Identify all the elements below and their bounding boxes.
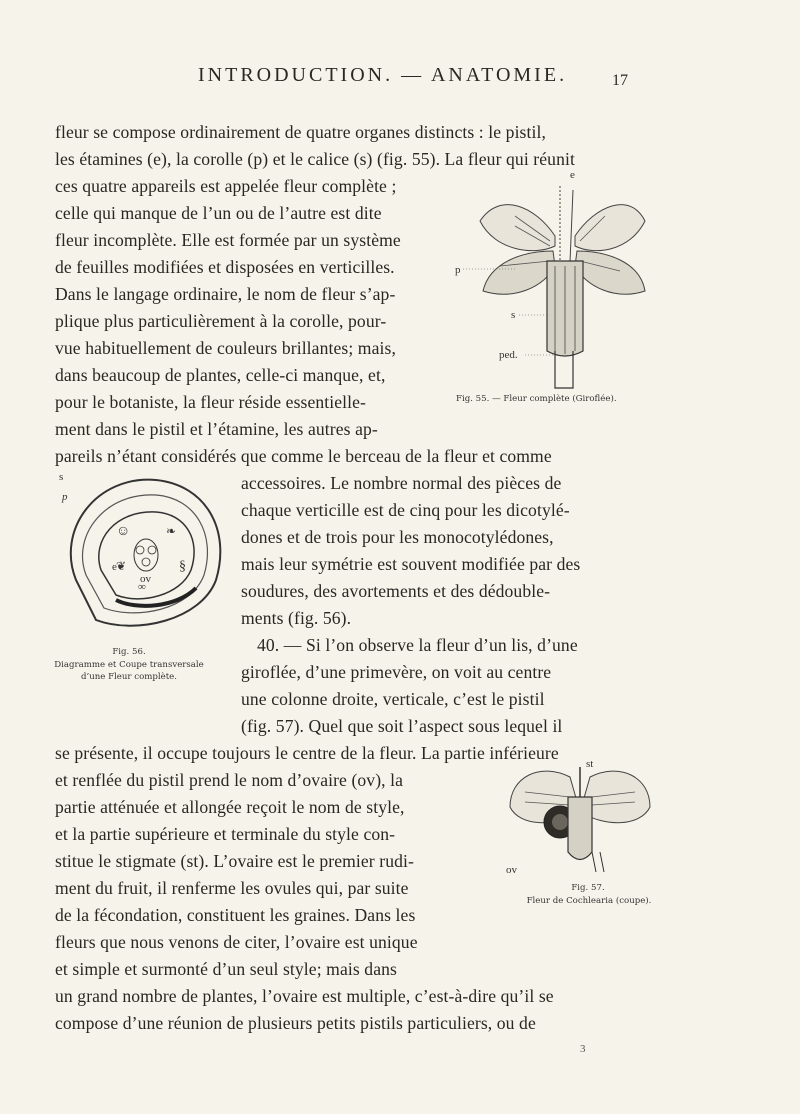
fig56-label-s: s <box>59 471 64 483</box>
figure-56-caption-title: Fig. 56. <box>112 647 146 657</box>
text-line-29: ment du fruit, il renferme les ovules qui, par suite <box>55 878 409 898</box>
running-header: INTRODUCTION. — ANATOMIE. <box>198 64 568 86</box>
text-line-10: dans beaucoup de plantes, celle-ci manque, et, <box>55 365 386 385</box>
text-line-24: se présente, il occupe toujours le centre de la fleur. La partie inférieure <box>55 743 559 763</box>
text-line-18: soudures, des avortements et des dédouble- <box>241 581 551 601</box>
figure-56-diagram-illustration <box>56 470 228 640</box>
fig55-label-e: e <box>570 169 575 181</box>
text-line-12: ment dans le pistil et l’étamine, les autres ap- <box>55 419 378 439</box>
text-line-32: et simple et surmonté d’un seul style; mais dans <box>55 959 397 979</box>
figure-56-caption-line-3: d’une Fleur complète. <box>80 672 178 682</box>
fig55-label-p: p <box>455 264 461 276</box>
text-line-6: de feuilles modifiées et disposées en verticilles. <box>55 257 395 277</box>
text-line-26: partie atténuée et allongée reçoit le nom de style, <box>55 797 405 817</box>
text-line-21: giroflée, d’une primevère, on voit au centre <box>241 662 552 682</box>
text-line-17: mais leur symétrie est souvent modifiée par des <box>241 554 581 574</box>
text-line-33: un grand nombre de plantes, l’ovaire est multiple, c’est-à-dire qu’il se <box>55 986 554 1006</box>
fig57-label-st: st <box>586 758 594 770</box>
figure-57-caption-line-2: Fleur de Cochlearia (coupe). <box>526 896 652 906</box>
fig55-label-ped: ped. <box>499 349 518 361</box>
text-line-4: celle qui manque de l’un ou de l’autre est dite <box>55 203 382 223</box>
text-line-30: de la fécondation, constituent les graines. Dans les <box>55 905 416 925</box>
svg-text:§: § <box>179 559 186 574</box>
text-line-11: pour le botaniste, la fleur réside essentielle- <box>55 392 367 412</box>
page-number: 17 <box>612 72 628 89</box>
text-line-22: une colonne droite, verticale, c’est le pistil <box>241 689 545 709</box>
text-line-15: chaque verticille est de cinq pour les dicotylé- <box>241 500 570 520</box>
fig57-label-ov: ov <box>506 864 517 876</box>
text-line-1: fleur se compose ordinairement de quatre organes distincts : le pistil, <box>55 122 546 142</box>
text-line-16: dones et de trois pour les monocotylédones, <box>241 527 554 547</box>
text-line-20: 40. — Si l’on observe la fleur d’un lis, d’une <box>257 635 578 655</box>
text-line-31: fleurs que nous venons de citer, l’ovaire est unique <box>55 932 418 952</box>
figure-55-flower-illustration <box>455 166 665 390</box>
text-line-25: et renflée du pistil prend le nom d’ovaire (ov), la <box>55 770 404 790</box>
fig56-label-p: p <box>62 491 68 503</box>
text-line-27: et la partie supérieure et terminale du style con- <box>55 824 396 844</box>
text-line-19: ments (fig. 56). <box>241 608 352 628</box>
text-line-9: vue habituellement de couleurs brillantes; mais, <box>55 338 396 358</box>
svg-text:∞: ∞ <box>138 581 146 593</box>
text-line-13: pareils n’étant considérés que comme le berceau de la fleur et comme <box>55 446 552 466</box>
signature-mark: 3 <box>580 1043 586 1055</box>
figure-57-caption-title: Fig. 57. <box>571 883 605 893</box>
text-line-23: (fig. 57). Quel que soit l’aspect sous lequel il <box>241 716 563 736</box>
svg-text:❦: ❦ <box>116 559 127 573</box>
text-line-3: ces quatre appareils est appelée fleur complète ; <box>55 176 397 196</box>
figure-57-cochlearia-illustration <box>500 757 660 877</box>
text-line-34: compose d’une réunion de plusieurs petits pistils particuliers, ou de <box>55 1013 536 1033</box>
fig56-label-ov: ov <box>140 573 151 585</box>
text-line-2: les étamines (e), la corolle (p) et le calice (s) (fig. 55). La fleur qui réunit <box>55 149 575 169</box>
svg-text:❧: ❧ <box>166 524 177 538</box>
text-line-8: plique plus particulièrement à la corolle, pour- <box>55 311 387 331</box>
text-line-7: Dans le langage ordinaire, le nom de fleur s’ap- <box>55 284 396 304</box>
svg-text:☺: ☺ <box>116 524 131 539</box>
fig55-label-s: s <box>511 309 516 321</box>
fig56-label-e: e <box>112 561 117 573</box>
figure-55-caption: Fig. 55. — Fleur complète (Giroflée). <box>456 394 617 404</box>
text-line-14: accessoires. Le nombre normal des pièces de <box>241 473 562 493</box>
text-line-28: stitue le stigmate (st). L’ovaire est le premier rudi- <box>55 851 414 871</box>
figure-56-caption-line-2: Diagramme et Coupe transversale <box>54 660 204 670</box>
text-line-5: fleur incomplète. Elle est formée par un système <box>55 230 401 250</box>
